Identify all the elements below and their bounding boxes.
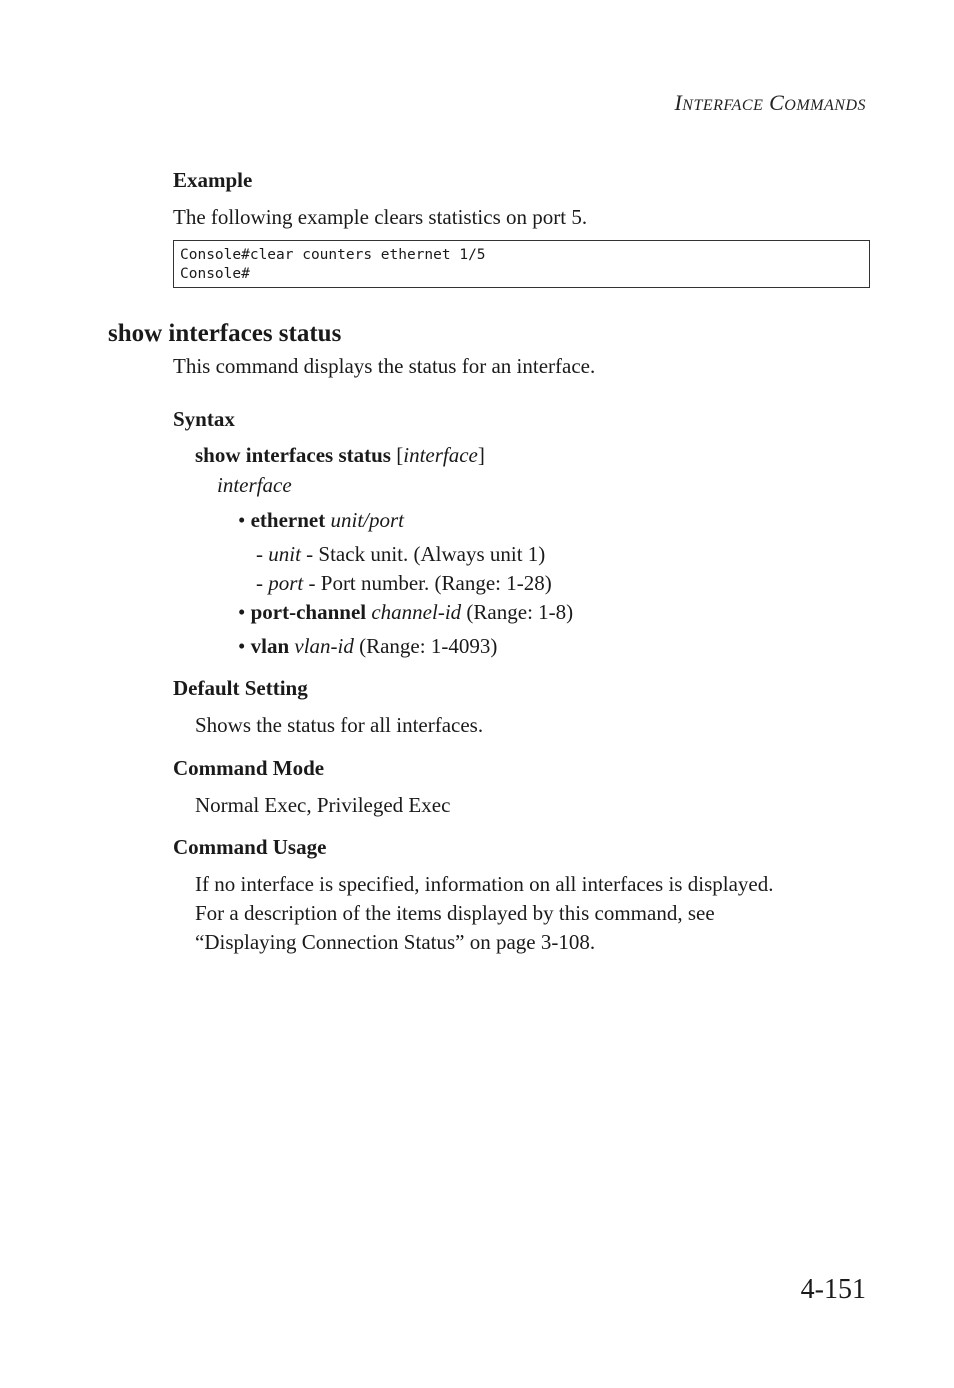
dash: - (256, 542, 263, 566)
syntax-command: show interfaces status (195, 443, 391, 467)
syntax-param-label: interface (217, 473, 292, 497)
bullet: • (238, 634, 246, 658)
default-setting-heading: Default Setting (173, 676, 308, 700)
syntax-item-vlan (238, 634, 497, 659)
vlan-arg: vlan-id (294, 634, 354, 658)
command-mode-heading: Command Mode (173, 756, 325, 780)
unit-name: unit (268, 542, 301, 566)
command-usage-line: If no interface is specified, information on all interfaces is displayed. (195, 872, 774, 896)
command-mode-text: Normal Exec, Privileged Exec (195, 793, 451, 817)
syntax-param: interface (403, 443, 478, 467)
syntax-item-ethernet (238, 508, 404, 533)
page-number: 4-151 (800, 1274, 866, 1305)
syntax-item-port-channel (238, 600, 573, 625)
running-head-rest-1: NTERFACE (682, 97, 764, 114)
syntax-heading: Syntax (173, 407, 235, 431)
code-line: Console#clear counters ethernet 1/5 (180, 247, 486, 263)
default-setting-text: Shows the status for all interfaces. (195, 713, 484, 737)
bullet: • (238, 600, 246, 624)
syntax-open-bracket: [ (396, 443, 404, 467)
vlan-range: (Range: 1-4093) (353, 634, 498, 658)
command-usage-line: For a description of the items displayed by this command, see (195, 901, 715, 925)
ethernet-arg: unit/port (330, 508, 405, 532)
port-channel-range: (Range: 1-8) (461, 600, 574, 624)
running-head-cap-2: C (769, 90, 785, 115)
running-head-rest-2: OMMANDS (784, 97, 866, 114)
section-title: show interfaces status (108, 320, 342, 347)
bullet: • (238, 508, 246, 532)
port-text: - Port number. (Range: 1-28) (303, 571, 552, 595)
code-line: Console# (180, 266, 250, 282)
vlan-keyword: vlan (250, 634, 290, 658)
section-description: This command displays the status for an interface. (173, 354, 596, 378)
example-description: The following example clears statistics on port 5. (173, 205, 588, 229)
example-code-block (173, 240, 870, 288)
command-usage-heading: Command Usage (173, 835, 327, 859)
ethernet-keyword: ethernet (250, 508, 326, 532)
port-name: port (268, 571, 304, 595)
port-channel-keyword: port-channel (250, 600, 367, 624)
syntax-command-line (195, 443, 485, 468)
dash: - (256, 571, 263, 595)
syntax-subitem-unit (256, 542, 545, 567)
syntax-close-bracket: ] (477, 443, 485, 467)
port-channel-arg: channel-id (371, 600, 462, 624)
unit-text: - Stack unit. (Always unit 1) (300, 542, 546, 566)
syntax-subitem-port (256, 571, 552, 596)
command-usage-line: “Displaying Connection Status” on page 3-108. (195, 930, 596, 954)
example-heading: Example (173, 168, 253, 192)
running-head (674, 90, 866, 116)
running-head-cap-1: I (674, 90, 683, 115)
